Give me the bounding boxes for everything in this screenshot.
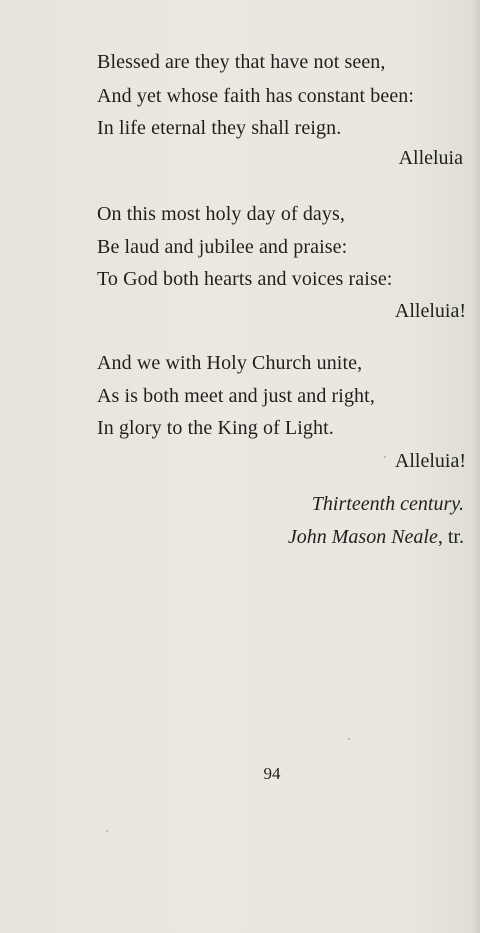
stanza-1-refrain: Alleluia <box>398 147 463 169</box>
paper-speck <box>106 830 108 832</box>
stanza-2-line-1: On this most holy day of days, <box>97 203 345 225</box>
translator-name: John Mason Neale <box>287 526 438 548</box>
page-number: 94 <box>263 764 281 783</box>
stanza-3-refrain: Alleluia! <box>394 450 466 472</box>
stanza-1-line-3: In life eternal they shall reign. <box>97 117 342 139</box>
attribution-translator <box>288 525 464 549</box>
stanza-3-line-1: And we with Holy Church unite, <box>97 352 363 374</box>
page-edge-shadow <box>472 0 480 933</box>
stanza-3-line-3: In glory to the King of Light. <box>97 417 334 439</box>
stanza-1-line-1: Blessed are they that have not seen, <box>97 51 386 73</box>
paper-speck <box>384 456 386 458</box>
stanza-2-line-3: To God both hearts and voices raise: <box>97 268 393 290</box>
translator-suffix: , tr. <box>437 526 464 548</box>
stanza-2-refrain: Alleluia! <box>394 300 466 322</box>
paper-speck <box>348 738 350 740</box>
stanza-1-line-2: And yet whose faith has constant been: <box>97 85 415 107</box>
attribution-source-text: Thirteenth century. <box>311 493 464 515</box>
stanza-3-line-2: As is both meet and just and right, <box>97 385 375 407</box>
attribution-source <box>312 492 464 516</box>
stanza-2-line-2: Be laud and jubilee and praise: <box>97 236 348 258</box>
